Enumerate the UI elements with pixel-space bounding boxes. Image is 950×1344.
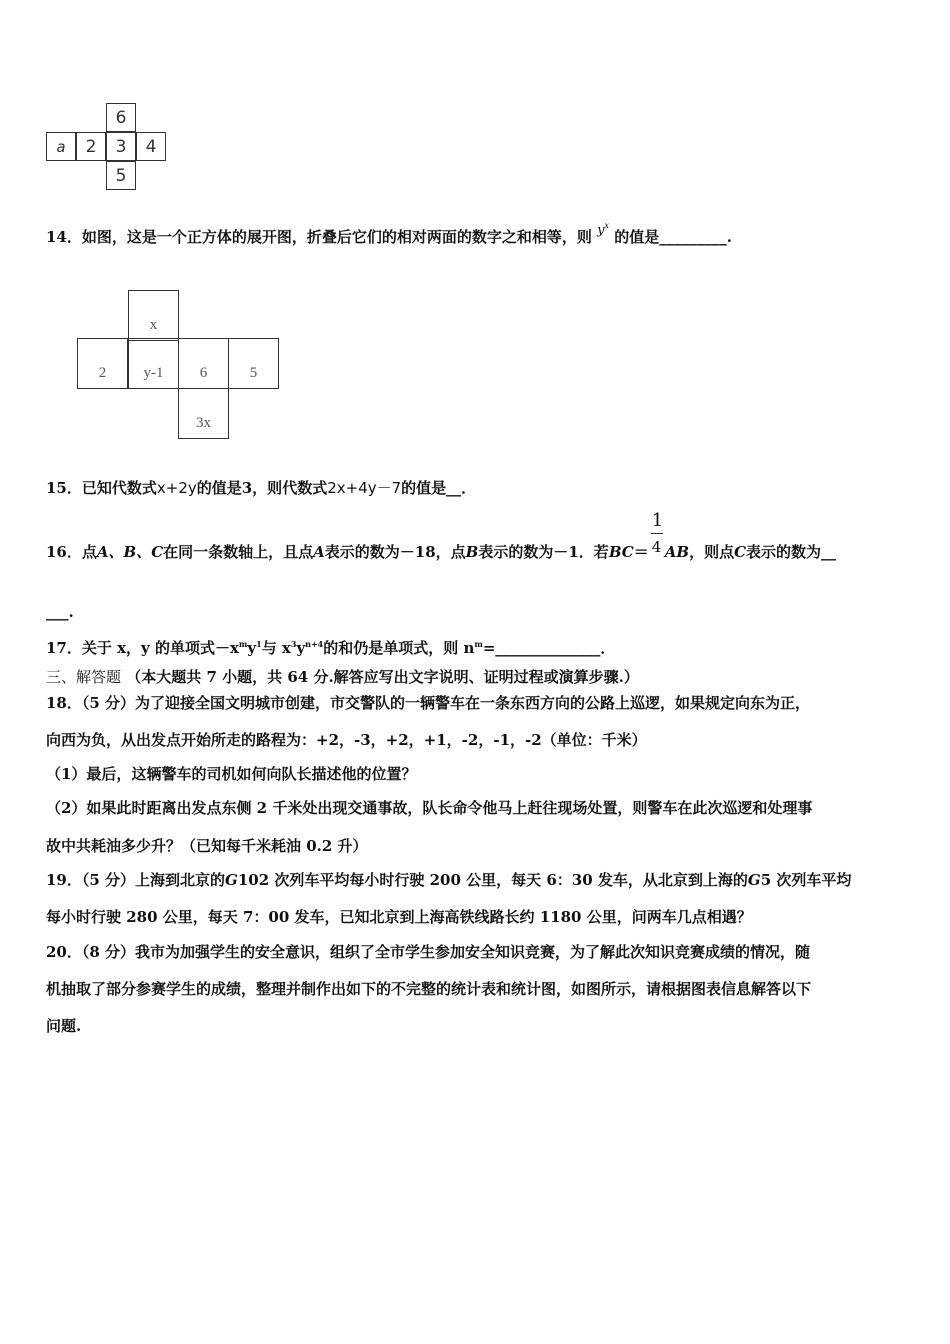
net1-cell-2: 2	[76, 132, 106, 161]
question-18-part-2-line-1: （2）如果此时距离出发点东侧 2 千米处出现交通事故，队长命令他马上赶往现场处置，则警车在此次巡逻和处理事	[46, 799, 813, 817]
q15-expression-2: 2x+4y－7	[327, 479, 402, 497]
net2-cell-2: 2	[77, 338, 128, 389]
net2-cell-y-1: y-1	[128, 338, 179, 389]
q14-text: 14．如图，这是一个正方体的展开图，折叠后它们的相对两面的数字之和相等，则	[46, 228, 592, 246]
question-20-line-2: 机抽取了部分参赛学生的成绩，整理并制作出如下的不完整的统计表和统计图，如图所示，请根据图表信息解答以下	[46, 980, 812, 998]
question-14	[46, 221, 732, 249]
question-18-part-1: （1）最后，这辆警车的司机如何向队长描述他的位置？	[46, 765, 417, 783]
question-17: 17．关于 x，y 的单项式$-x^my^1$与 $x^3y^{n+4}$的和仍是单项式，则 $n^m=\_\_\_\_\_\_\_\_\_\_\_\_\_\_$．	[46, 639, 616, 657]
net1-cell-4: 4	[136, 132, 166, 161]
section-title: 三、解答题	[46, 668, 122, 686]
net2-cell-x: x	[128, 290, 179, 341]
net1-cell-a: a	[46, 132, 76, 161]
net2-cell-6: 6	[178, 338, 229, 389]
q14-text-after: 的值是_________.	[614, 228, 732, 246]
question-18-line-1: 18．（5 分）为了迎接全国文明城市创建，市交警队的一辆警车在一条东西方向的公路上巡逻，如果规定向东为正，	[46, 694, 811, 712]
question-20-line-3: 问题.	[46, 1017, 82, 1035]
question-18-part-2-line-2: 故中共耗油多少升？（已知每千米耗油 0.2 升）	[46, 837, 368, 855]
net2-cell-5: 5	[228, 338, 279, 389]
question-19-line-2: 每小时行驶 280 公里，每天 7：00 发车，已知北京到上海高铁线路长约 1180 公里，问两车几点相遇？	[46, 908, 752, 926]
question-19-line-1: 19．（5 分）上海到北京的G102 次列车平均每小时行驶 200 公里，每天 6：30 发车，从北京到上海的G5 次列车平均	[46, 871, 852, 889]
q15-expression-1: x+2y	[156, 479, 197, 497]
question-16-continuation: ___.	[46, 603, 74, 621]
question-15: 15．已知代数式x+2y的值是3，则代数式2x+4y－7的值是__．	[46, 479, 477, 497]
net1-cell-bottom: 5	[106, 161, 136, 190]
question-20-line-1: 20．（8 分）我市为加强学生的安全意识，组织了全市学生参加安全知识竞赛，为了解此次知识竞赛成绩的情况，随	[46, 943, 811, 961]
net1-cell-top: 6	[106, 103, 136, 132]
section-note: （本大题共 7 小题，共 64 分.解答应写出文字说明、证明过程或演算步骤.）	[126, 668, 639, 686]
question-18-line-2: 向西为负，从出发点开始所走的路程为：+2，-3，+2，+1，-2，-1，-2（单位：千米）	[46, 731, 647, 749]
section-3-heading	[46, 667, 639, 687]
q16-fraction: $\frac{1}{4}$	[651, 510, 664, 556]
net1-cell-3: 3	[106, 132, 136, 161]
question-16: 16．点A、B、C在同一条数轴上，且点A表示的数为－18，点B表示的数为－1．若BC＝ $\frac{1}{4}$ AB，则点C表示的数为__	[46, 510, 837, 561]
net2-cell-3x: 3x	[178, 388, 229, 439]
q14-expression: $y^x$	[597, 221, 609, 238]
